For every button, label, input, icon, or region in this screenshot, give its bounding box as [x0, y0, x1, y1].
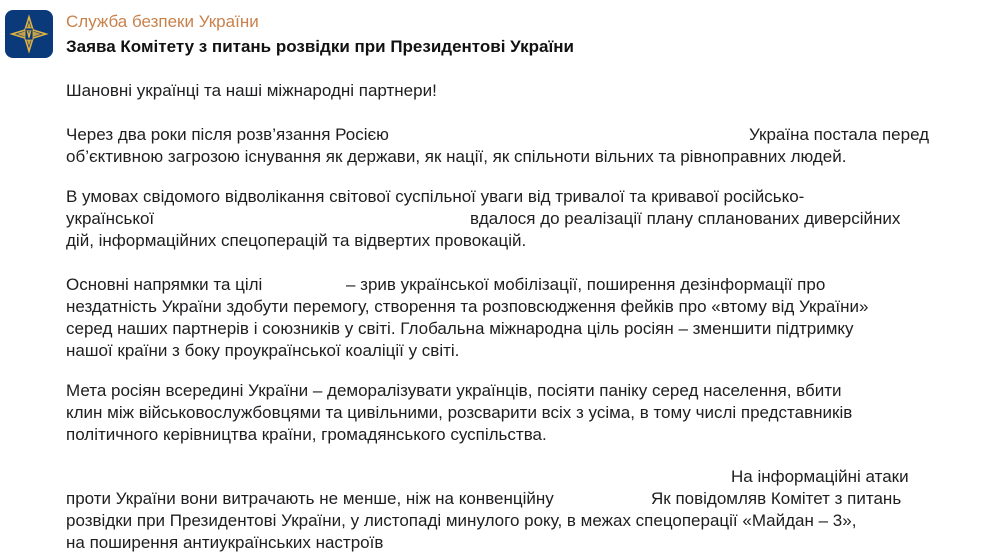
paragraph-5-line-3: розвідки при Президентові України, у листопаді минулого року, в межах спецоперації «Майдан – 3»,	[66, 511, 857, 530]
paragraph-1-line-1a: Через два роки після розв’язання Росією	[66, 125, 389, 144]
paragraph-3-line-3: серед наших партнерів і союзників у світі. Глобальна міжнародна ціль росіян – зменшити підтримку	[66, 319, 854, 338]
paragraph-4-line-1: Мета росіян всередині України – деморалізувати українців, посіяти паніку серед населення, вбити	[66, 381, 842, 400]
paragraph-3-line-2: нездатність України здобути перемогу, створення та розповсюдження фейків про «втому від України»	[66, 297, 869, 316]
channel-avatar[interactable]	[5, 10, 53, 58]
paragraph-2-line-2a: української	[66, 209, 155, 228]
channel-name[interactable]: Служба безпеки України	[66, 12, 259, 31]
paragraph-3-line-4: нашої країни з боку проукраїнської коаліції у світі.	[66, 341, 460, 360]
post-title: Заява Комітету з питань розвідки при Президентові України	[66, 37, 574, 56]
paragraph-5-line-4: на поширення антиукраїнських настроїв	[66, 533, 384, 552]
paragraph-1-line-2: об’єктивною загрозою існування як держави, як нації, як спільноти вільних та рівноправних людей.	[66, 147, 847, 166]
paragraph-2-line-2b: вдалося до реалізації плану спланованих диверсійних	[470, 209, 901, 228]
paragraph-2-line-1: В умовах свідомого відволікання світової суспільної уваги від тривалої та кривавої російсько-	[66, 187, 805, 206]
sbu-emblem-icon	[9, 14, 49, 54]
paragraph-5-line-2b: Як повідомляв Комітет з питань	[651, 489, 902, 508]
paragraph-1-line-1b: Україна постала перед	[749, 125, 930, 144]
paragraph-4-line-3: політичного керівництва країни, громадянського суспільства.	[66, 425, 547, 444]
paragraph-5-line-1: На інформаційні атаки	[731, 467, 909, 486]
paragraph-5-line-2a: проти України вони витрачають не менше, ніж на конвенційну	[66, 489, 554, 508]
paragraph-3-line-1b: – зрив української мобілізації, поширення дезінформації про	[346, 275, 826, 294]
greeting-text: Шановні українці та наші міжнародні партнери!	[66, 81, 437, 100]
paragraph-4-line-2: клин між військовослужбовцями та цивільними, розсварити всіх з усіма, в тому числі представників	[66, 403, 853, 422]
paragraph-3-line-1a: Основні напрямки та цілі	[66, 275, 263, 294]
paragraph-2-line-3: дій, інформаційних спецоперацій та відвертих провокацій.	[66, 231, 527, 250]
